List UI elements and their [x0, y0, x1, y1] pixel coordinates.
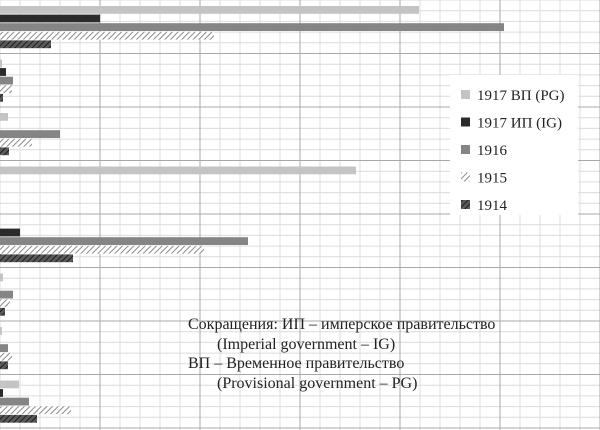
bar	[0, 68, 6, 76]
note-line-3: ВП – Временное правительство	[188, 355, 405, 372]
bar	[0, 344, 8, 352]
legend-label: 1917 ИП (IG)	[477, 115, 562, 132]
legend-swatch	[461, 173, 470, 182]
bar	[0, 60, 2, 68]
bar	[0, 361, 8, 369]
note-line-4: (Provisional government – PG)	[217, 374, 418, 392]
bar	[0, 94, 3, 102]
abbreviations-note	[188, 315, 495, 393]
bar	[0, 308, 5, 316]
bar	[0, 291, 13, 299]
note-line-1: Сокращения: ИП – имперское правительство	[188, 316, 496, 333]
bar	[0, 237, 248, 245]
legend-label: 1914	[477, 198, 507, 214]
bar	[0, 246, 204, 254]
bar	[0, 398, 29, 406]
bar	[0, 113, 8, 121]
bar	[0, 77, 13, 85]
legend-label: 1915	[477, 170, 507, 187]
bar	[0, 353, 12, 361]
bar	[0, 327, 2, 335]
bar	[0, 299, 10, 307]
bar	[0, 85, 12, 93]
bar	[0, 167, 356, 175]
bar	[0, 147, 9, 155]
bar	[0, 389, 3, 397]
bar	[0, 406, 71, 414]
legend-swatch	[461, 118, 470, 127]
bar	[0, 23, 504, 31]
bar	[0, 15, 100, 23]
legend-swatch	[461, 145, 470, 154]
legend-label: 1916	[477, 143, 507, 159]
legend-label: 1917 ВП (PG)	[477, 88, 565, 104]
bar	[0, 254, 73, 262]
bar	[0, 40, 51, 48]
legend-swatch	[461, 90, 470, 99]
bar	[0, 32, 214, 40]
bar	[0, 130, 60, 138]
legend-swatch	[461, 200, 470, 209]
bar	[0, 274, 3, 282]
bar	[0, 415, 37, 423]
bar	[0, 381, 19, 389]
bar	[0, 229, 20, 237]
bar	[0, 139, 32, 147]
note-line-2: (Imperial government – IG)	[217, 335, 396, 353]
legend	[450, 75, 578, 215]
bar	[0, 6, 419, 14]
